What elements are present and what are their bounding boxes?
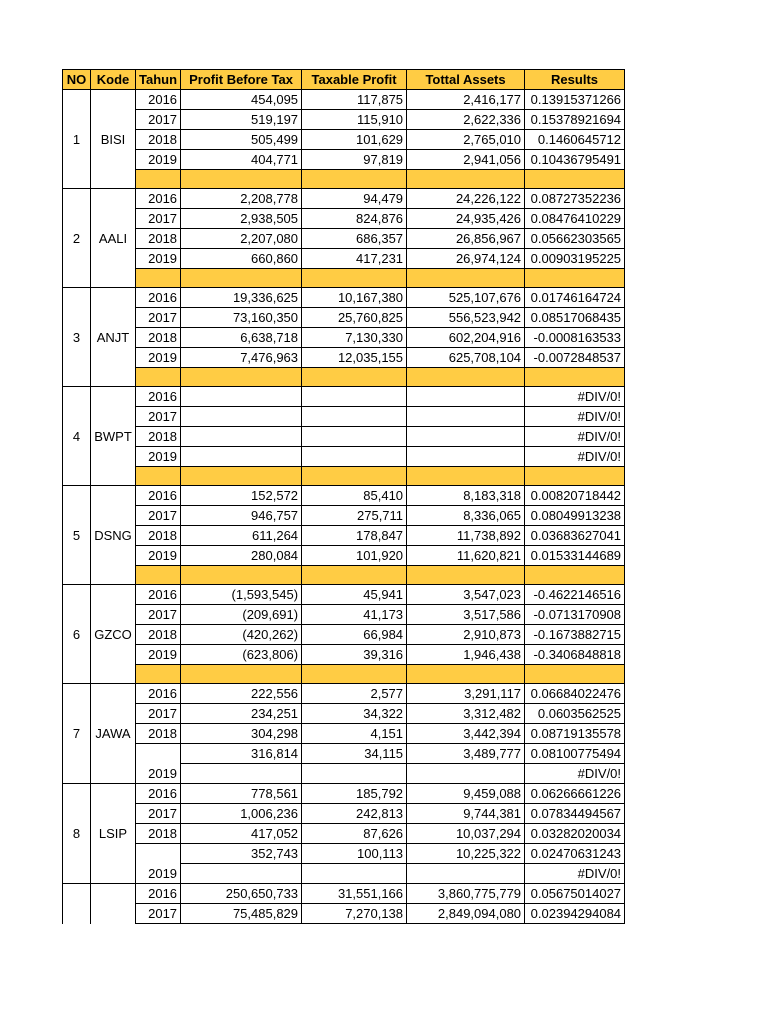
cell-taxable-profit[interactable]: 97,819 xyxy=(302,150,407,170)
cell-tahun[interactable]: 2017 xyxy=(136,110,181,130)
cell-tahun[interactable]: 2019 xyxy=(136,546,181,566)
cell-results[interactable]: 0.08727352236 xyxy=(525,189,625,209)
cell-total-assets[interactable]: 2,765,010 xyxy=(407,130,525,150)
cell-kode[interactable]: ANJT xyxy=(91,288,136,387)
cell-profit-before-tax[interactable]: 454,095 xyxy=(181,90,302,110)
separator-cell[interactable] xyxy=(302,368,407,387)
cell-no[interactable]: 3 xyxy=(63,288,91,387)
cell-total-assets[interactable]: 3,312,482 xyxy=(407,704,525,724)
cell-results[interactable]: 0.08476410229 xyxy=(525,209,625,229)
cell-results[interactable]: 0.08049913238 xyxy=(525,506,625,526)
cell-taxable-profit[interactable]: 34,322 xyxy=(302,704,407,724)
cell-tahun[interactable]: 2017 xyxy=(136,506,181,526)
cell-kode[interactable]: BWPT xyxy=(91,387,136,486)
cell-taxable-profit[interactable]: 7,130,330 xyxy=(302,328,407,348)
cell-profit-before-tax[interactable]: 2,208,778 xyxy=(181,189,302,209)
cell-kode[interactable]: DSNG xyxy=(91,486,136,585)
cell-results[interactable]: -0.0072848537 xyxy=(525,348,625,368)
cell-taxable-profit[interactable] xyxy=(302,447,407,467)
cell-profit-before-tax[interactable]: 404,771 xyxy=(181,150,302,170)
table-row xyxy=(63,90,625,110)
cell-total-assets[interactable]: 11,738,892 xyxy=(407,526,525,546)
cell-profit-before-tax[interactable]: (1,593,545) xyxy=(181,585,302,605)
cell-profit-before-tax[interactable]: 519,197 xyxy=(181,110,302,130)
cell-tahun[interactable]: 2018 xyxy=(136,625,181,645)
cell-taxable-profit[interactable]: 4,151 xyxy=(302,724,407,744)
cell-taxable-profit[interactable]: 824,876 xyxy=(302,209,407,229)
table-row xyxy=(63,387,625,407)
cell-tahun[interactable]: 2017 xyxy=(136,407,181,427)
cell-results[interactable]: #DIV/0! xyxy=(525,387,625,407)
cell-total-assets[interactable]: 2,910,873 xyxy=(407,625,525,645)
cell-taxable-profit[interactable]: 12,035,155 xyxy=(302,348,407,368)
cell-total-assets[interactable]: 2,849,094,080 xyxy=(407,904,525,924)
table-row xyxy=(63,110,625,130)
cell-results[interactable]: 0.08100775494 xyxy=(525,744,625,764)
cell-tahun[interactable]: 2018 xyxy=(136,724,181,744)
separator-cell[interactable] xyxy=(181,467,302,486)
group-separator-row xyxy=(63,269,625,288)
table-row xyxy=(63,506,625,526)
cell-profit-before-tax[interactable] xyxy=(181,387,302,407)
header-total-assets[interactable]: Tottal Assets xyxy=(407,70,525,90)
cell-profit-before-tax[interactable]: 660,860 xyxy=(181,249,302,269)
cell-taxable-profit[interactable]: 101,920 xyxy=(302,546,407,566)
cell-tahun[interactable]: 2016 xyxy=(136,784,181,804)
cell-total-assets[interactable]: 3,547,023 xyxy=(407,585,525,605)
cell-taxable-profit[interactable]: 417,231 xyxy=(302,249,407,269)
group-separator-row xyxy=(63,665,625,684)
cell-taxable-profit[interactable]: 85,410 xyxy=(302,486,407,506)
header-taxable-profit[interactable]: Taxable Profit xyxy=(302,70,407,90)
table-row xyxy=(63,904,625,924)
cell-profit-before-tax[interactable]: (209,691) xyxy=(181,605,302,625)
cell-total-assets[interactable]: 556,523,942 xyxy=(407,308,525,328)
separator-cell[interactable] xyxy=(136,467,181,486)
cell-total-assets[interactable]: 11,620,821 xyxy=(407,546,525,566)
cell-taxable-profit[interactable]: 87,626 xyxy=(302,824,407,844)
cell-no[interactable]: 8 xyxy=(63,784,91,884)
separator-cell[interactable] xyxy=(181,269,302,288)
cell-results[interactable]: #DIV/0! xyxy=(525,764,625,784)
cell-results[interactable]: 0.08517068435 xyxy=(525,308,625,328)
separator-cell[interactable] xyxy=(302,566,407,585)
cell-profit-before-tax[interactable]: 7,476,963 xyxy=(181,348,302,368)
cell-total-assets[interactable]: 9,744,381 xyxy=(407,804,525,824)
table-row xyxy=(63,130,625,150)
cell-tahun[interactable]: 2016 xyxy=(136,486,181,506)
cell-total-assets[interactable] xyxy=(407,764,525,784)
cell-taxable-profit[interactable]: 31,551,166 xyxy=(302,884,407,904)
cell-results[interactable]: 0.00903195225 xyxy=(525,249,625,269)
cell-results[interactable]: -0.0713170908 xyxy=(525,605,625,625)
cell-total-assets[interactable]: 525,107,676 xyxy=(407,288,525,308)
table-row xyxy=(63,684,625,704)
cell-results[interactable]: 0.08719135578 xyxy=(525,724,625,744)
cell-total-assets[interactable] xyxy=(407,427,525,447)
cell-results[interactable]: 0.03282020034 xyxy=(525,824,625,844)
table-row xyxy=(63,189,625,209)
cell-results[interactable]: #DIV/0! xyxy=(525,447,625,467)
cell-profit-before-tax[interactable]: 73,160,350 xyxy=(181,308,302,328)
cell-no[interactable] xyxy=(63,884,91,924)
cell-tahun[interactable]: 2018 xyxy=(136,824,181,844)
cell-results[interactable]: 0.10436795491 xyxy=(525,150,625,170)
cell-results[interactable]: 0.06266661226 xyxy=(525,784,625,804)
separator-cell[interactable] xyxy=(525,170,625,189)
cell-taxable-profit[interactable]: 39,316 xyxy=(302,645,407,665)
header-tahun[interactable]: Tahun xyxy=(136,70,181,90)
table-row xyxy=(63,526,625,546)
cell-tahun[interactable]: 2019 xyxy=(136,150,181,170)
cell-total-assets[interactable]: 8,336,065 xyxy=(407,506,525,526)
cell-results[interactable]: 0.02394294084 xyxy=(525,904,625,924)
cell-tahun[interactable]: 2019 xyxy=(136,348,181,368)
cell-taxable-profit[interactable]: 275,711 xyxy=(302,506,407,526)
cell-taxable-profit[interactable]: 66,984 xyxy=(302,625,407,645)
cell-tahun[interactable]: 2016 xyxy=(136,288,181,308)
table-row xyxy=(63,824,625,844)
cell-results[interactable]: -0.3406848818 xyxy=(525,645,625,665)
cell-kode[interactable]: BISI xyxy=(91,90,136,189)
cell-taxable-profit[interactable]: 101,629 xyxy=(302,130,407,150)
separator-cell[interactable] xyxy=(302,467,407,486)
cell-profit-before-tax[interactable]: 304,298 xyxy=(181,724,302,744)
group-separator-row xyxy=(63,170,625,189)
table-row xyxy=(63,427,625,447)
header-profit-before-tax[interactable]: Profit Before Tax xyxy=(181,70,302,90)
cell-profit-before-tax[interactable]: 611,264 xyxy=(181,526,302,546)
separator-cell[interactable] xyxy=(302,170,407,189)
cell-results[interactable]: -0.4622146516 xyxy=(525,585,625,605)
separator-cell[interactable] xyxy=(136,566,181,585)
cell-profit-before-tax[interactable]: 19,336,625 xyxy=(181,288,302,308)
cell-total-assets[interactable]: 1,946,438 xyxy=(407,645,525,665)
cell-no[interactable]: 6 xyxy=(63,585,91,684)
separator-cell[interactable] xyxy=(302,269,407,288)
cell-results[interactable]: 0.13915371266 xyxy=(525,90,625,110)
cell-total-assets[interactable]: 10,037,294 xyxy=(407,824,525,844)
header-no[interactable]: NO xyxy=(63,70,91,90)
cell-total-assets[interactable]: 3,442,394 xyxy=(407,724,525,744)
cell-tahun[interactable]: 2019 xyxy=(136,744,181,784)
cell-no[interactable]: 7 xyxy=(63,684,91,784)
table-row xyxy=(63,308,625,328)
cell-results[interactable]: 0.07834494567 xyxy=(525,804,625,824)
cell-total-assets[interactable]: 3,291,117 xyxy=(407,684,525,704)
cell-taxable-profit[interactable]: 10,167,380 xyxy=(302,288,407,308)
cell-profit-before-tax[interactable] xyxy=(181,407,302,427)
group-separator-row xyxy=(63,467,625,486)
cell-no[interactable]: 1 xyxy=(63,90,91,189)
cell-tahun[interactable]: 2019 xyxy=(136,249,181,269)
table-row xyxy=(63,150,625,170)
cell-tahun[interactable]: 2019 xyxy=(136,844,181,884)
cell-taxable-profit[interactable]: 686,357 xyxy=(302,229,407,249)
cell-taxable-profit[interactable]: 7,270,138 xyxy=(302,904,407,924)
cell-kode[interactable]: AALI xyxy=(91,189,136,288)
table-row xyxy=(63,625,625,645)
cell-results[interactable]: 0.01533144689 xyxy=(525,546,625,566)
cell-profit-before-tax[interactable] xyxy=(181,764,302,784)
table-row xyxy=(63,744,625,764)
cell-profit-before-tax[interactable] xyxy=(181,427,302,447)
separator-cell[interactable] xyxy=(525,665,625,684)
cell-taxable-profit[interactable]: 100,113 xyxy=(302,844,407,864)
cell-kode[interactable]: JAWA xyxy=(91,684,136,784)
cell-results[interactable]: 0.02470631243 xyxy=(525,844,625,864)
cell-taxable-profit[interactable] xyxy=(302,864,407,884)
cell-total-assets[interactable] xyxy=(407,447,525,467)
cell-total-assets[interactable]: 602,204,916 xyxy=(407,328,525,348)
cell-total-assets[interactable] xyxy=(407,864,525,884)
cell-results[interactable]: 0.1460645712 xyxy=(525,130,625,150)
cell-total-assets[interactable]: 26,856,967 xyxy=(407,229,525,249)
cell-total-assets[interactable]: 10,225,322 xyxy=(407,844,525,864)
cell-profit-before-tax[interactable]: 250,650,733 xyxy=(181,884,302,904)
cell-results[interactable]: 0.0603562525 xyxy=(525,704,625,724)
table-row xyxy=(63,724,625,744)
separator-cell[interactable] xyxy=(136,170,181,189)
separator-cell[interactable] xyxy=(181,170,302,189)
table-row xyxy=(63,447,625,467)
separator-cell[interactable] xyxy=(407,368,525,387)
header-results[interactable]: Results xyxy=(525,70,625,90)
separator-cell[interactable] xyxy=(525,368,625,387)
cell-profit-before-tax[interactable]: 417,052 xyxy=(181,824,302,844)
cell-profit-before-tax[interactable]: (420,262) xyxy=(181,625,302,645)
group-separator-row xyxy=(63,566,625,585)
cell-profit-before-tax[interactable]: 316,814 xyxy=(181,744,302,764)
table-row xyxy=(63,645,625,665)
table-row xyxy=(63,546,625,566)
table-body xyxy=(63,90,625,924)
separator-cell[interactable] xyxy=(181,368,302,387)
cell-profit-before-tax[interactable]: 778,561 xyxy=(181,784,302,804)
cell-results[interactable]: -0.0008163533 xyxy=(525,328,625,348)
cell-taxable-profit[interactable] xyxy=(302,387,407,407)
cell-results[interactable]: 0.03683627041 xyxy=(525,526,625,546)
cell-total-assets[interactable]: 3,517,586 xyxy=(407,605,525,625)
table-row xyxy=(63,288,625,308)
separator-cell[interactable] xyxy=(302,665,407,684)
separator-cell[interactable] xyxy=(136,665,181,684)
cell-tahun[interactable]: 2018 xyxy=(136,130,181,150)
cell-kode[interactable]: LSIP xyxy=(91,784,136,884)
cell-results[interactable]: 0.05662303565 xyxy=(525,229,625,249)
table-row xyxy=(63,784,625,804)
header-row xyxy=(63,70,625,90)
cell-profit-before-tax[interactable]: 234,251 xyxy=(181,704,302,724)
cell-kode[interactable] xyxy=(91,884,136,924)
separator-cell[interactable] xyxy=(407,170,525,189)
table-row xyxy=(63,804,625,824)
table-row xyxy=(63,348,625,368)
cell-profit-before-tax[interactable] xyxy=(181,447,302,467)
separator-cell[interactable] xyxy=(407,665,525,684)
cell-total-assets[interactable]: 8,183,318 xyxy=(407,486,525,506)
cell-taxable-profit[interactable]: 242,813 xyxy=(302,804,407,824)
cell-total-assets[interactable] xyxy=(407,387,525,407)
cell-profit-before-tax[interactable]: 2,207,080 xyxy=(181,229,302,249)
cell-profit-before-tax[interactable]: 946,757 xyxy=(181,506,302,526)
cell-results[interactable]: #DIV/0! xyxy=(525,427,625,447)
cell-taxable-profit[interactable]: 178,847 xyxy=(302,526,407,546)
cell-total-assets[interactable]: 625,708,104 xyxy=(407,348,525,368)
cell-taxable-profit[interactable]: 94,479 xyxy=(302,189,407,209)
cell-profit-before-tax[interactable]: 280,084 xyxy=(181,546,302,566)
table-row xyxy=(63,704,625,724)
cell-tahun[interactable]: 2019 xyxy=(136,645,181,665)
cell-taxable-profit[interactable]: 117,875 xyxy=(302,90,407,110)
cell-tahun[interactable]: 2016 xyxy=(136,684,181,704)
cell-tahun[interactable]: 2017 xyxy=(136,308,181,328)
cell-total-assets[interactable]: 2,941,056 xyxy=(407,150,525,170)
cell-taxable-profit[interactable] xyxy=(302,764,407,784)
table-row xyxy=(63,585,625,605)
cell-tahun[interactable]: 2018 xyxy=(136,229,181,249)
cell-taxable-profit[interactable]: 2,577 xyxy=(302,684,407,704)
cell-results[interactable]: 0.15378921694 xyxy=(525,110,625,130)
cell-total-assets[interactable]: 2,622,336 xyxy=(407,110,525,130)
cell-tahun[interactable]: 2016 xyxy=(136,585,181,605)
cell-profit-before-tax[interactable]: 6,638,718 xyxy=(181,328,302,348)
separator-cell[interactable] xyxy=(136,269,181,288)
cell-tahun[interactable]: 2017 xyxy=(136,605,181,625)
table-row xyxy=(63,328,625,348)
cell-no[interactable]: 4 xyxy=(63,387,91,486)
cell-taxable-profit[interactable]: 185,792 xyxy=(302,784,407,804)
cell-profit-before-tax[interactable]: 75,485,829 xyxy=(181,904,302,924)
table-row xyxy=(63,844,625,864)
cell-total-assets[interactable]: 24,935,426 xyxy=(407,209,525,229)
cell-profit-before-tax[interactable]: 152,572 xyxy=(181,486,302,506)
cell-total-assets[interactable]: 26,974,124 xyxy=(407,249,525,269)
cell-tahun[interactable]: 2018 xyxy=(136,427,181,447)
cell-results[interactable]: 0.05675014027 xyxy=(525,884,625,904)
cell-results[interactable]: #DIV/0! xyxy=(525,864,625,884)
table-row xyxy=(63,605,625,625)
cell-no[interactable]: 2 xyxy=(63,189,91,288)
cell-results[interactable]: #DIV/0! xyxy=(525,407,625,427)
cell-profit-before-tax[interactable]: 505,499 xyxy=(181,130,302,150)
cell-tahun[interactable]: 2017 xyxy=(136,209,181,229)
separator-cell[interactable] xyxy=(407,566,525,585)
cell-tahun[interactable]: 2016 xyxy=(136,884,181,904)
table-row xyxy=(63,884,625,904)
cell-taxable-profit[interactable]: 25,760,825 xyxy=(302,308,407,328)
separator-cell[interactable] xyxy=(525,566,625,585)
cell-kode[interactable]: GZCO xyxy=(91,585,136,684)
cell-results[interactable]: 0.00820718442 xyxy=(525,486,625,506)
separator-cell[interactable] xyxy=(407,269,525,288)
cell-taxable-profit[interactable] xyxy=(302,427,407,447)
cell-tahun[interactable]: 2017 xyxy=(136,904,181,924)
cell-tahun[interactable]: 2019 xyxy=(136,447,181,467)
cell-tahun[interactable]: 2016 xyxy=(136,90,181,110)
cell-no[interactable]: 5 xyxy=(63,486,91,585)
cell-total-assets[interactable]: 9,459,088 xyxy=(407,784,525,804)
separator-cell[interactable] xyxy=(136,368,181,387)
header-kode[interactable]: Kode xyxy=(91,70,136,90)
cell-profit-before-tax[interactable]: 1,006,236 xyxy=(181,804,302,824)
cell-tahun[interactable]: 2016 xyxy=(136,387,181,407)
separator-cell[interactable] xyxy=(525,269,625,288)
cell-profit-before-tax[interactable]: 222,556 xyxy=(181,684,302,704)
cell-taxable-profit[interactable] xyxy=(302,407,407,427)
separator-cell[interactable] xyxy=(181,665,302,684)
cell-tahun[interactable]: 2016 xyxy=(136,189,181,209)
table-row xyxy=(63,229,625,249)
cell-tahun[interactable]: 2018 xyxy=(136,526,181,546)
cell-total-assets[interactable]: 2,416,177 xyxy=(407,90,525,110)
cell-taxable-profit[interactable]: 34,115 xyxy=(302,744,407,764)
cell-tahun[interactable]: 2017 xyxy=(136,704,181,724)
cell-results[interactable]: 0.06684022476 xyxy=(525,684,625,704)
cell-tahun[interactable]: 2017 xyxy=(136,804,181,824)
cell-results[interactable]: 0.01746164724 xyxy=(525,288,625,308)
cell-profit-before-tax[interactable]: 2,938,505 xyxy=(181,209,302,229)
table-row xyxy=(63,486,625,506)
separator-cell[interactable] xyxy=(525,467,625,486)
cell-tahun[interactable]: 2018 xyxy=(136,328,181,348)
separator-cell[interactable] xyxy=(407,467,525,486)
cell-profit-before-tax[interactable] xyxy=(181,864,302,884)
cell-profit-before-tax[interactable]: (623,806) xyxy=(181,645,302,665)
table-row xyxy=(63,407,625,427)
cell-total-assets[interactable]: 24,226,122 xyxy=(407,189,525,209)
group-separator-row xyxy=(63,368,625,387)
table-row xyxy=(63,209,625,229)
cell-total-assets[interactable]: 3,489,777 xyxy=(407,744,525,764)
table-row xyxy=(63,249,625,269)
cell-total-assets[interactable] xyxy=(407,407,525,427)
cell-taxable-profit[interactable]: 41,173 xyxy=(302,605,407,625)
cell-profit-before-tax[interactable]: 352,743 xyxy=(181,844,302,864)
results-table xyxy=(62,69,625,924)
separator-cell[interactable] xyxy=(181,566,302,585)
cell-taxable-profit[interactable]: 45,941 xyxy=(302,585,407,605)
cell-taxable-profit[interactable]: 115,910 xyxy=(302,110,407,130)
cell-results[interactable]: -0.1673882715 xyxy=(525,625,625,645)
cell-total-assets[interactable]: 3,860,775,779 xyxy=(407,884,525,904)
